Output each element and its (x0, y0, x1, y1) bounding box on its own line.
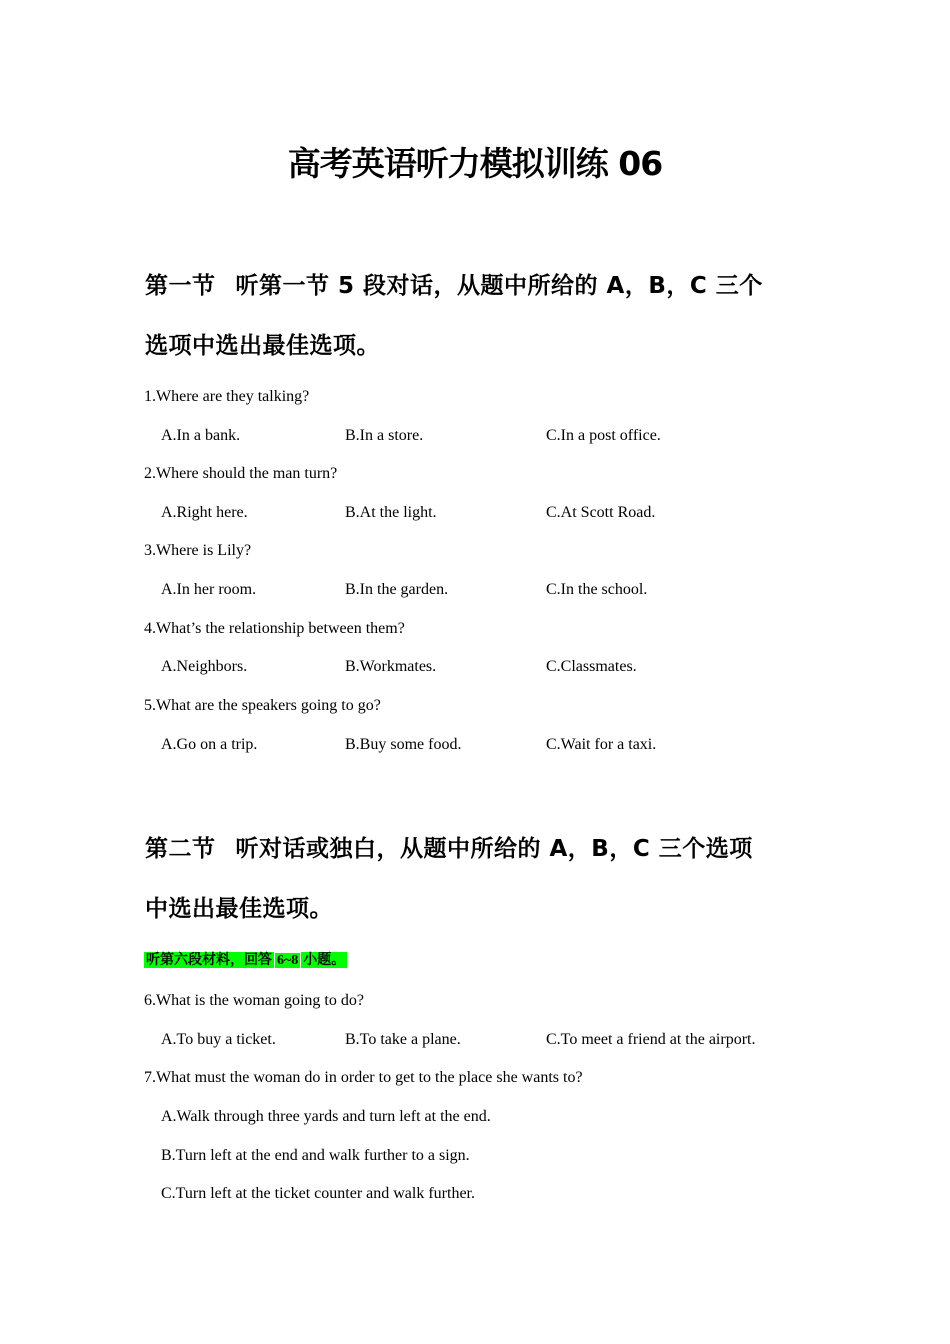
q7-option-b: B.Turn left at the end and walk further to a sign. (161, 1147, 470, 1164)
question-7: 7.What must the woman do in order to get to the place she wants to? (144, 1069, 583, 1086)
q6-option-c: C.To meet a friend at the airport. (546, 1031, 756, 1048)
section1-label: 第一节 (145, 273, 216, 299)
q1-option-a: A.In a bank. (161, 427, 241, 444)
q3-option-b: B.In the garden. (345, 581, 449, 598)
q7-option-c: C.Turn left at the ticket counter and walk further. (161, 1185, 475, 1202)
q2-option-b: B.At the light. (345, 504, 437, 521)
section2-instruction (144, 950, 347, 971)
q4-option-b: B.Workmates. (345, 658, 437, 675)
section1-line1: 听第一节 5 段对话，从题中所给的 A，B，C 三个 (235, 273, 763, 299)
question-5: 5.What are the speakers going to go? (144, 697, 381, 714)
q7-option-a: A.Walk through three yards and turn left at the end. (161, 1108, 491, 1125)
q4-option-c: C.Classmates. (546, 658, 637, 675)
q1-option-b: B.In a store. (345, 427, 424, 444)
question-4: 4.What’s the relationship between them? (144, 620, 405, 637)
section2-line1: 听对话或独白，从题中所给的 A，B，C 三个选项 (235, 836, 753, 862)
q1-option-c: C.In a post office. (546, 427, 661, 444)
q2-option-c: C.At Scott Road. (546, 504, 656, 521)
instruction-suffix: 小题。 (303, 952, 346, 968)
section1-line2: 选项中选出最佳选项。 (145, 333, 380, 359)
q4-option-a: A.Neighbors. (161, 658, 248, 675)
q3-option-a: A.In her room. (161, 581, 257, 598)
question-2: 2.Where should the man turn? (144, 465, 338, 482)
instruction-prefix: 听第六段材料，回答 (146, 952, 272, 968)
section2-line2: 中选出最佳选项。 (145, 896, 333, 922)
question-1: 1.Where are they talking? (144, 388, 310, 405)
section2-label: 第二节 (145, 836, 216, 862)
q6-option-b: B.To take a plane. (345, 1031, 461, 1048)
section1-heading (145, 256, 825, 316)
q2-option-a: A.Right here. (161, 504, 248, 521)
q5-option-a: A.Go on a trip. (161, 736, 258, 753)
page-title: 高考英语听力模拟训练 06 (287, 144, 663, 183)
section2-heading (145, 819, 825, 879)
q5-option-c: C.Wait for a taxi. (546, 736, 657, 753)
q3-option-c: C.In the school. (546, 581, 648, 598)
q5-option-b: B.Buy some food. (345, 736, 462, 753)
section1-heading-cont (145, 316, 825, 376)
instruction-range: 6~8 (274, 953, 301, 968)
section2-heading-cont (145, 879, 825, 939)
question-3: 3.Where is Lily? (144, 542, 252, 559)
q6-option-a: A.To buy a ticket. (161, 1031, 276, 1048)
question-6: 6.What is the woman going to do? (144, 992, 364, 1009)
